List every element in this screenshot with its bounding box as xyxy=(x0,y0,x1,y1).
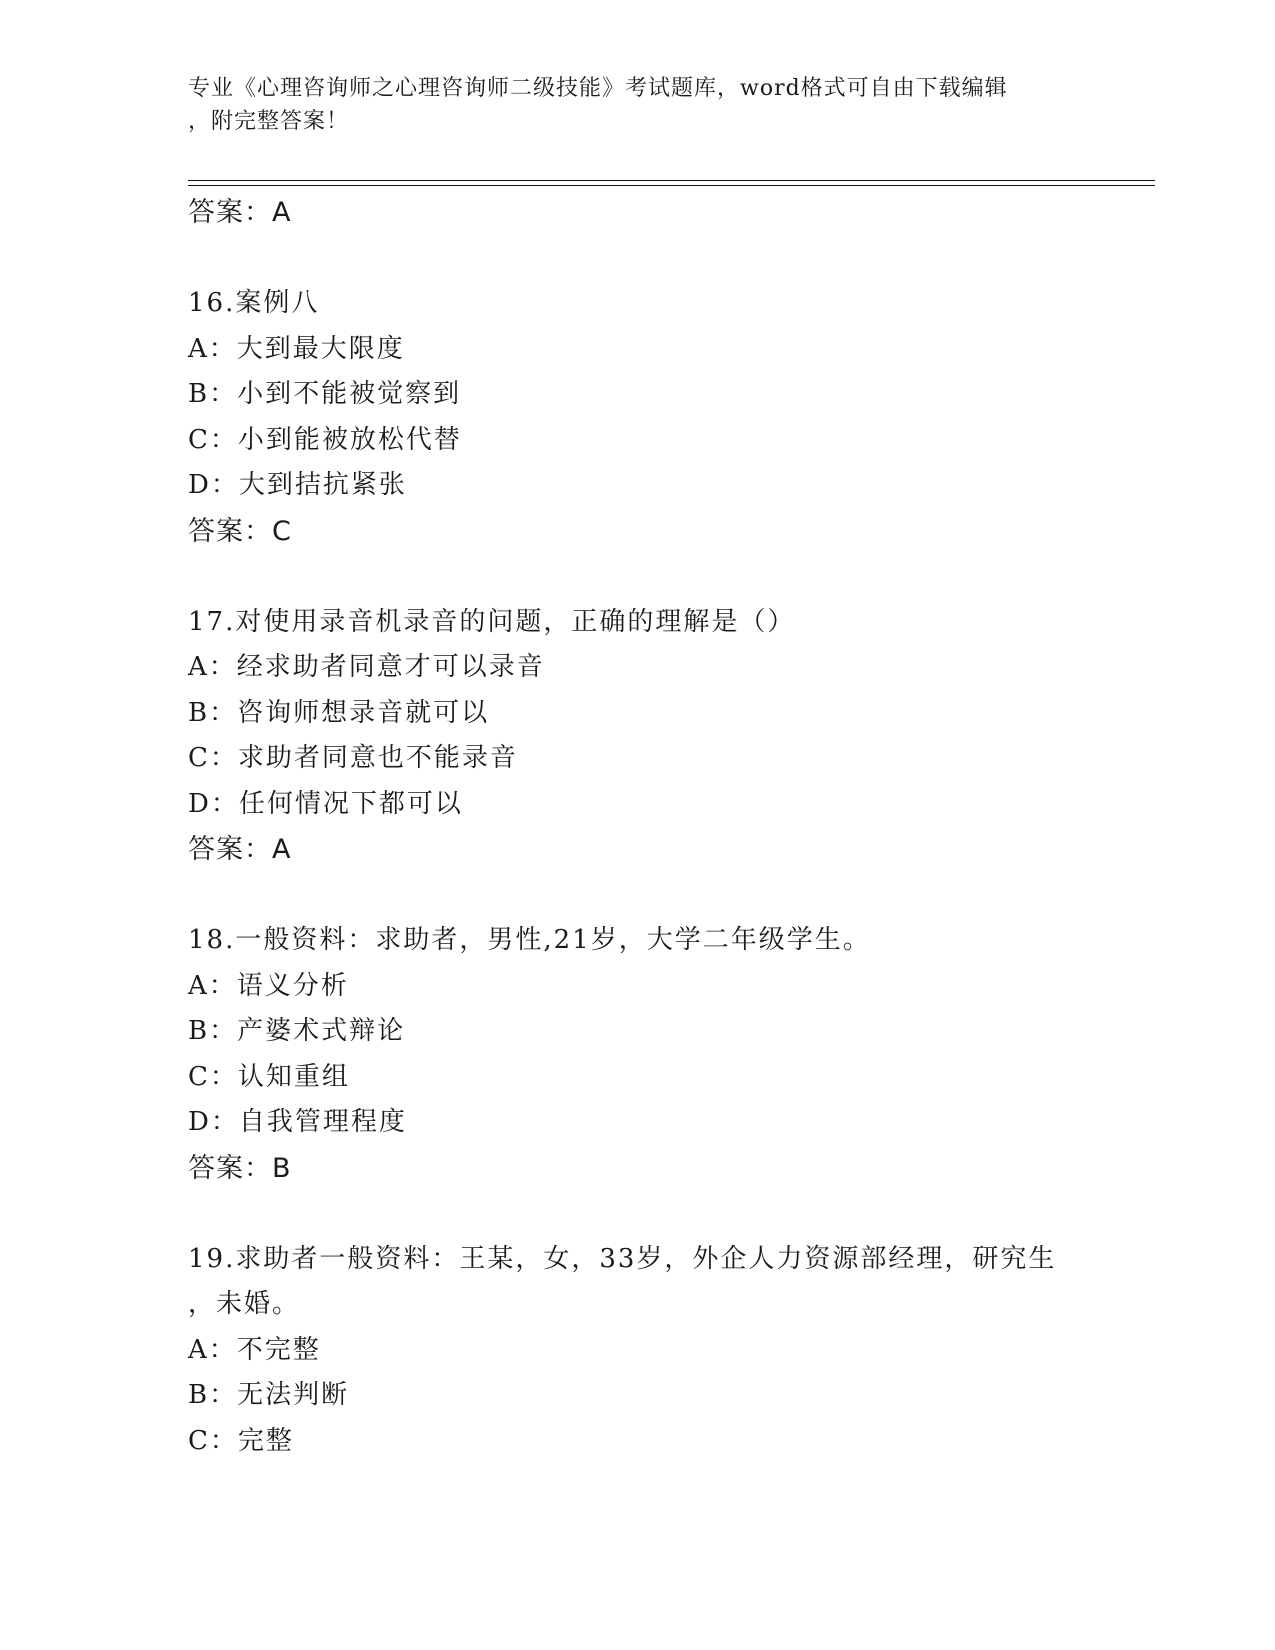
spacer xyxy=(188,236,1148,282)
option-b: B：无法判断 xyxy=(188,1380,350,1410)
option-a: A：经求助者同意才可以录音 xyxy=(188,652,545,682)
spacer xyxy=(188,554,1148,600)
option-a: A：语义分析 xyxy=(188,970,349,1001)
question-stem: 19.求助者一般资料：王某，女，33岁，外企人力资源部经理，研究生 xyxy=(188,1243,1057,1274)
spacer xyxy=(188,873,1148,919)
question-stem: 16.案例八 xyxy=(188,288,320,318)
answer-line: 答案：A xyxy=(188,834,292,865)
question-stem: 17.对使用录音机录音的问题，正确的理解是（） xyxy=(188,606,796,637)
option-a: A：大到最大限度 xyxy=(188,333,405,364)
answer-line: 答案：A xyxy=(188,197,292,228)
question-block xyxy=(188,281,1148,554)
option-b: B：产婆术式辩论 xyxy=(188,1016,406,1046)
question-list xyxy=(188,190,1148,1464)
question-stem: 18.一般资料：求助者，男性,21岁，大学二年级学生。 xyxy=(188,925,871,955)
spacer xyxy=(188,1191,1148,1237)
option-c: C：认知重组 xyxy=(188,1061,350,1092)
document-header xyxy=(188,72,1088,138)
option-d: D：自我管理程度 xyxy=(188,1107,407,1137)
option-b: B：小到不能被觉察到 xyxy=(188,379,462,409)
option-c: C：完整 xyxy=(188,1425,294,1456)
question-block xyxy=(188,918,1148,1191)
question-block xyxy=(188,600,1148,873)
option-b: B：咨询师想录音就可以 xyxy=(188,697,490,728)
option-a: A：不完整 xyxy=(188,1334,321,1365)
option-c: C：小到能被放松代替 xyxy=(188,424,462,455)
question-block xyxy=(188,1237,1148,1465)
option-d: D：任何情况下都可以 xyxy=(188,788,463,819)
header-divider-top xyxy=(188,180,1155,181)
answer-line: 答案：B xyxy=(188,1152,292,1184)
option-d: D：大到拮抗紧张 xyxy=(188,470,407,500)
header-divider-bottom xyxy=(188,185,1155,186)
option-c: C：求助者同意也不能录音 xyxy=(188,743,518,773)
header-line-1: 专业《心理咨询师之心理咨询师二级技能》考试题库，word格式可自由下载编辑 xyxy=(188,76,1008,101)
header-line-2: ，附完整答案！ xyxy=(188,109,350,134)
answer-line: 答案：C xyxy=(188,515,292,547)
question-stem-continued: ，未婚。 xyxy=(188,1289,301,1319)
